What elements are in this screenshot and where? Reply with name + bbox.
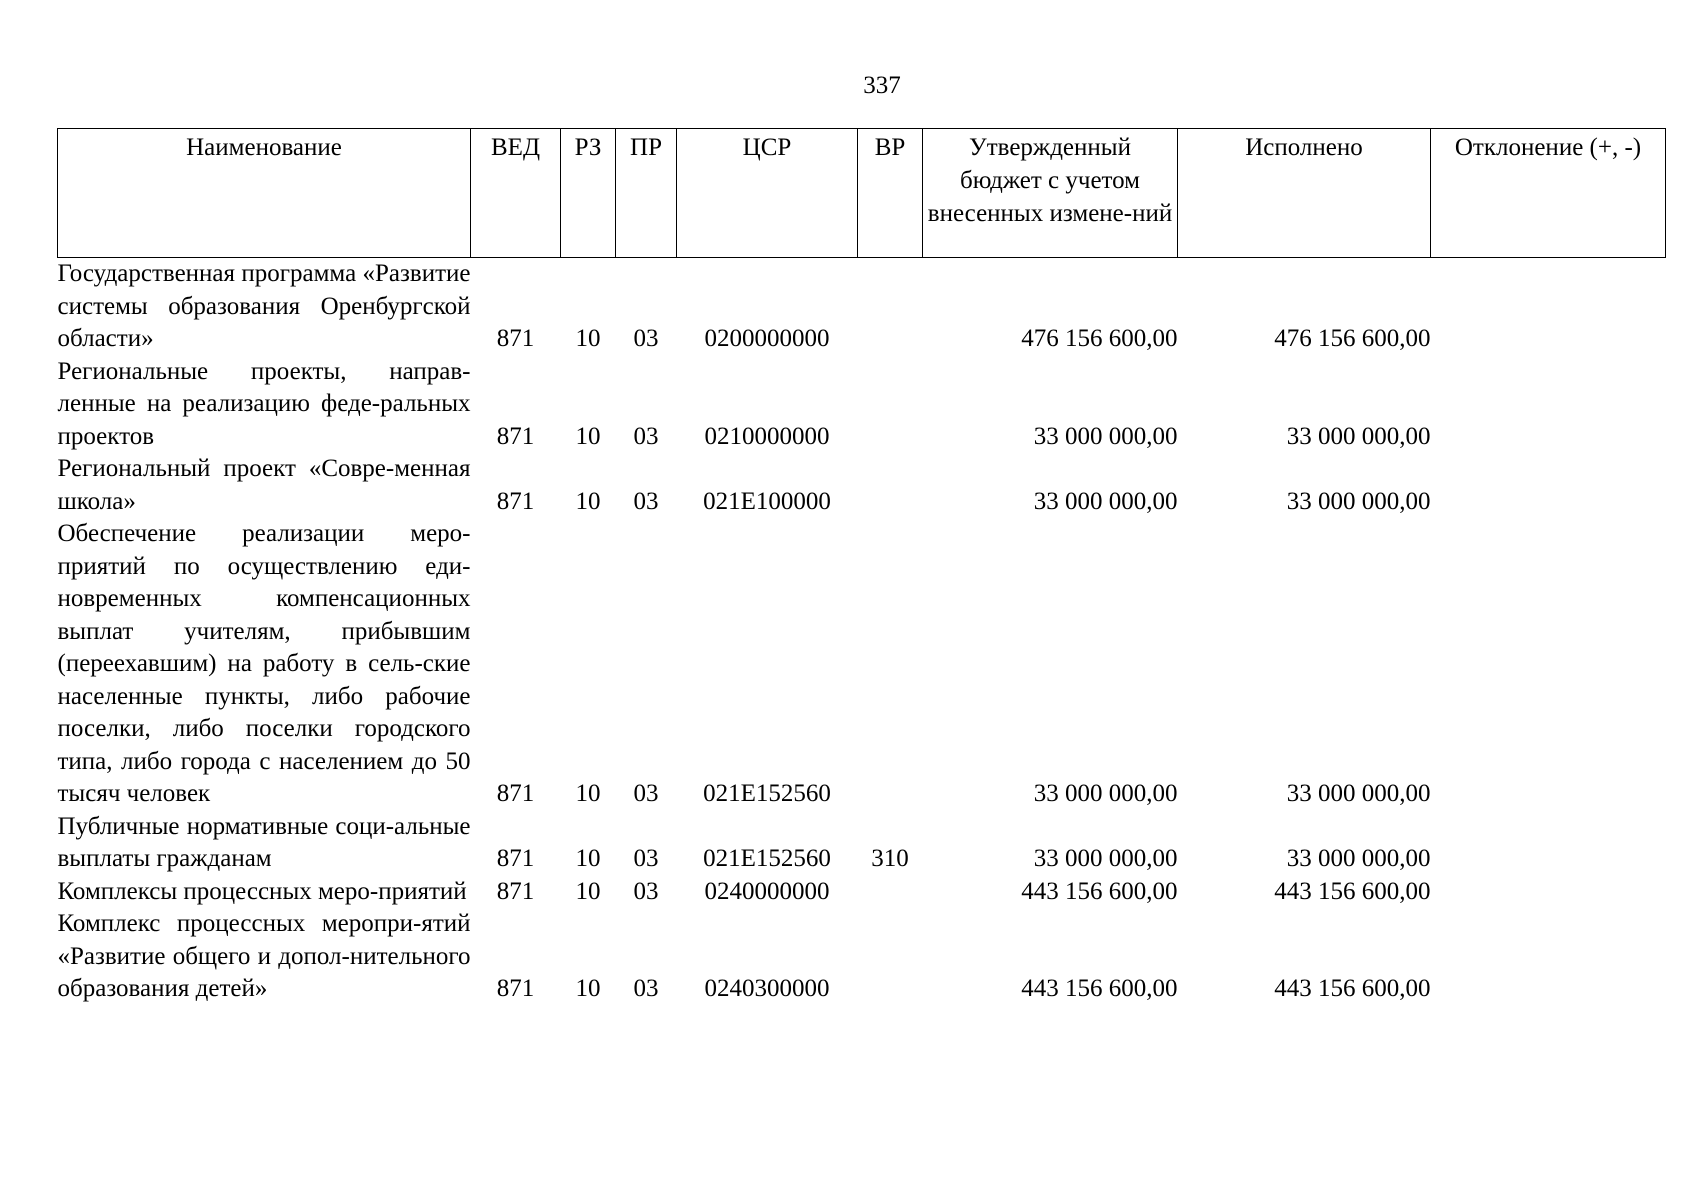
row-ved: 871 bbox=[496, 422, 535, 450]
row-executed: 33 000 000,00 bbox=[1286, 422, 1431, 450]
table-row bbox=[58, 518, 1666, 811]
table-row bbox=[58, 356, 1666, 454]
table-row bbox=[58, 908, 1666, 1006]
row-rz: 10 bbox=[575, 845, 601, 872]
column-header-name: Наименование bbox=[58, 129, 471, 258]
row-vr: 310 bbox=[871, 845, 909, 872]
row-deviation bbox=[1431, 908, 1666, 1006]
row-name: Комплекс процессных меропри-ятий «Развитие общего и допол-нительного образования детей» bbox=[57, 910, 471, 1002]
row-name: Государственная программа «Развитие системы образования Оренбургской области» bbox=[57, 260, 471, 352]
row-executed: 33 000 000,00 bbox=[1286, 487, 1431, 515]
row-approved: 33 000 000,00 bbox=[1033, 780, 1178, 807]
row-pr: 03 bbox=[633, 487, 659, 515]
row-csr: 021E152560 bbox=[703, 780, 831, 807]
row-csr: 0200000000 bbox=[704, 325, 830, 352]
row-deviation bbox=[1431, 811, 1666, 876]
table-header-row bbox=[58, 129, 1666, 258]
budget-execution-table bbox=[57, 128, 1666, 1006]
row-approved: 443 156 600,00 bbox=[1021, 975, 1178, 1002]
row-name: Региональные проекты, направ-ленные на реализацию феде-ральных проектов bbox=[57, 357, 471, 450]
row-name: Комплексы процессных меро-приятий bbox=[57, 877, 467, 905]
row-name: Обеспечение реализации меро-приятий по осуществлению еди-новременных компенсационных выплат учителям, прибывшим (переехавшим) на работу в сель-ские населенные пункты, либо рабочие поселки, либо поселки городского типа, либо города с населением до 50 тысяч человек bbox=[57, 520, 471, 807]
row-pr: 03 bbox=[633, 845, 659, 872]
row-ved: 871 bbox=[496, 877, 535, 905]
column-header-approved: Утвержденный бюджет с учетом внесенных измене-ний bbox=[923, 129, 1178, 258]
row-executed: 443 156 600,00 bbox=[1274, 975, 1431, 1002]
row-executed: 33 000 000,00 bbox=[1286, 780, 1431, 807]
row-deviation bbox=[1431, 453, 1666, 518]
table-row bbox=[58, 258, 1666, 356]
column-header-pr: ПР bbox=[616, 129, 677, 258]
row-pr: 03 bbox=[633, 780, 659, 807]
row-approved: 443 156 600,00 bbox=[1021, 877, 1178, 905]
row-executed: 443 156 600,00 bbox=[1274, 877, 1431, 905]
row-approved: 33 000 000,00 bbox=[1033, 487, 1178, 515]
column-header-vr: ВР bbox=[858, 129, 923, 258]
page-number: 337 bbox=[863, 72, 901, 99]
row-csr: 0240000000 bbox=[704, 877, 830, 905]
table-row bbox=[58, 811, 1666, 876]
row-ved: 871 bbox=[496, 325, 535, 352]
row-rz: 10 bbox=[575, 422, 601, 450]
row-ved: 871 bbox=[496, 780, 535, 807]
row-csr: 021E152560 bbox=[703, 845, 831, 872]
table-body bbox=[58, 258, 1666, 1006]
row-executed: 33 000 000,00 bbox=[1286, 845, 1431, 872]
table-row bbox=[58, 453, 1666, 518]
row-rz: 10 bbox=[575, 325, 601, 352]
column-header-ved: ВЕД bbox=[471, 129, 561, 258]
row-deviation bbox=[1431, 876, 1666, 909]
row-ved: 871 bbox=[496, 975, 535, 1002]
row-pr: 03 bbox=[633, 422, 659, 450]
row-deviation bbox=[1431, 356, 1666, 454]
row-rz: 10 bbox=[575, 877, 601, 905]
row-approved: 33 000 000,00 bbox=[1033, 422, 1178, 450]
column-header-csr: ЦСР bbox=[677, 129, 858, 258]
row-pr: 03 bbox=[633, 975, 659, 1002]
column-header-executed: Исполнено bbox=[1178, 129, 1431, 258]
row-csr: 0210000000 bbox=[704, 422, 830, 450]
row-vr bbox=[858, 908, 923, 1006]
row-pr: 03 bbox=[633, 877, 659, 905]
row-approved: 33 000 000,00 bbox=[1033, 845, 1178, 872]
row-rz: 10 bbox=[575, 780, 601, 807]
row-approved: 476 156 600,00 bbox=[1021, 325, 1178, 352]
row-csr: 0240300000 bbox=[704, 975, 830, 1002]
row-vr bbox=[858, 258, 923, 356]
row-rz: 10 bbox=[575, 487, 601, 515]
row-rz: 10 bbox=[575, 975, 601, 1002]
row-name: Публичные нормативные соци-альные выплаты гражданам bbox=[57, 812, 471, 872]
row-vr bbox=[858, 356, 923, 454]
row-name: Региональный проект «Совре-менная школа» bbox=[57, 455, 471, 515]
table-row bbox=[58, 876, 1666, 909]
row-csr: 021E100000 bbox=[703, 487, 831, 515]
row-executed: 476 156 600,00 bbox=[1274, 325, 1431, 352]
column-header-deviation: Отклонение (+, -) bbox=[1431, 129, 1666, 258]
row-vr bbox=[858, 876, 923, 909]
row-vr bbox=[858, 518, 923, 811]
row-ved: 871 bbox=[496, 487, 535, 515]
row-deviation bbox=[1431, 258, 1666, 356]
row-vr bbox=[858, 453, 923, 518]
column-header-rz: РЗ bbox=[561, 129, 616, 258]
row-ved: 871 bbox=[496, 845, 535, 872]
row-deviation bbox=[1431, 518, 1666, 811]
row-pr: 03 bbox=[633, 325, 659, 352]
